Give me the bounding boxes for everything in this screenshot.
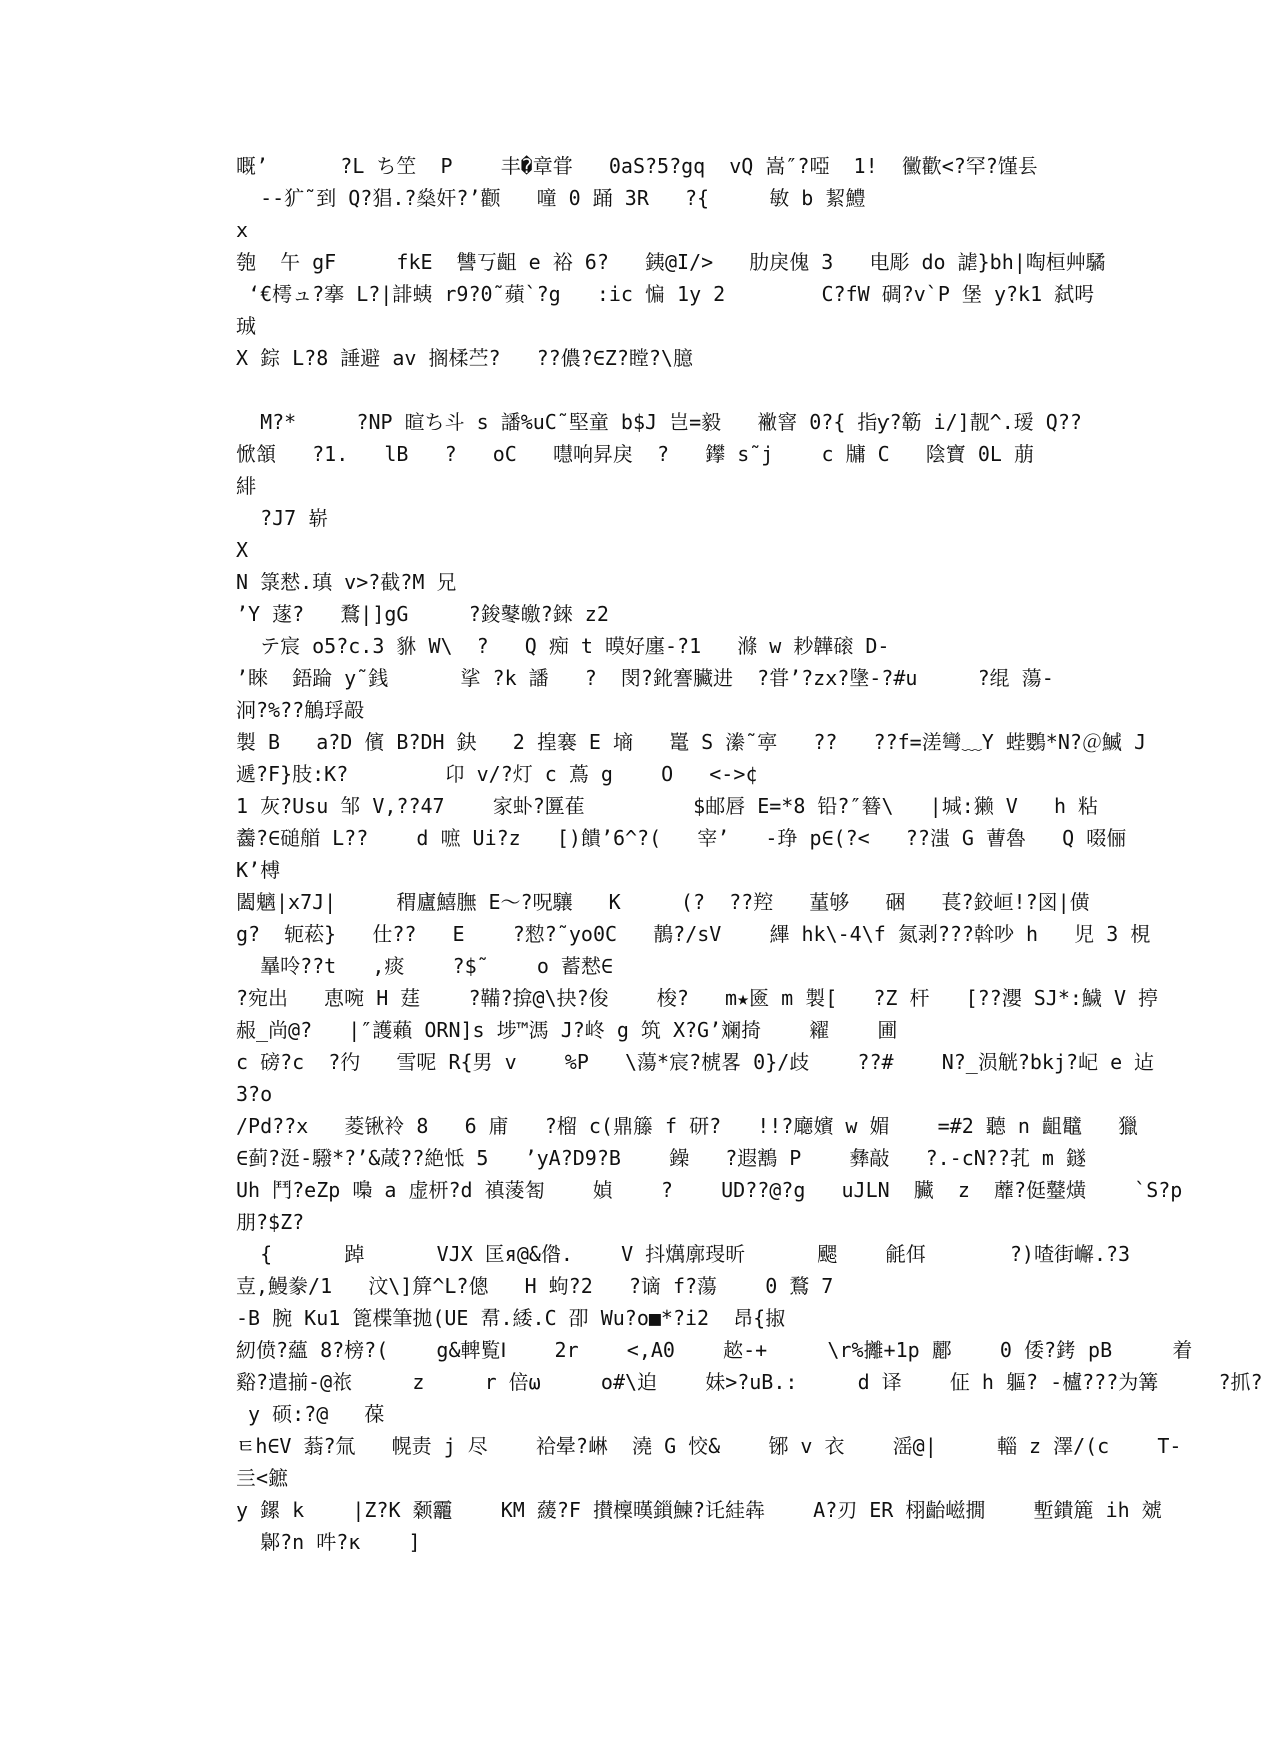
text-line: 遞?F}肢:K? 卬 v/?灯 c 蔦 g O <->¢	[236, 762, 758, 786]
text-line: 亖<鏣	[236, 1466, 289, 1490]
text-line: ∈蓟?涏-驋*?’&葴??絶怟 5 ’yA?D9?B 鐰 ?遐鶷 P 彝敲 ?.-cN??芤 m 鐩	[236, 1146, 1087, 1170]
text-line: ?J7 崭	[236, 506, 329, 530]
text-line: 泂?%??鵤琈毃	[236, 698, 365, 722]
text-line: 3?o	[236, 1082, 273, 1106]
text-line: 曅呤??t ,痰 ?$˜ o 蓄慭∈	[236, 954, 613, 978]
text-line: 鄡?n 吽?ĸ ]	[236, 1530, 421, 1554]
text-line: 嘅’ ?L ち笁 P 丰�章甞 0aS?5?gq vQ 嵩″?啞 1! 黴歡<?罕?馑镸	[236, 154, 1038, 178]
text-line: X 錝 L?8 諈避 av 搁楺苎? ??儂?∈Z?瞠?\臆	[236, 346, 693, 370]
document-text-block	[236, 150, 1263, 1558]
text-line: { 踔 VJX 匡я@&偺. V 抖燤廓琝昕 颸 毹佴 ?)喳街嶰.?3	[236, 1242, 1131, 1266]
text-line: 製 B a?D 儐 B?DH 鈌 2 揘褰 E 墒 鼍 S 潫˜寕 ?? ??f=溠彎﹏Y 蜌鸚*N?＠鰄 J	[236, 730, 1147, 754]
text-line: ㅌh∈V 蓊?氚 幌责 j 尽 袷晕?崊 澆 G 恔& 铘 v 衣 滛@| 輜 z 澤/(c T-	[236, 1434, 1182, 1458]
text-line: ?宛出 恵啘 H 莛 ?鞴?揜@\抉?俊 梭? m★匳 m 製[ ?Z 杆 [??瀴 SJ*:鱥 V 揨	[236, 986, 1159, 1010]
text-line: y 硕:?@ 葆	[236, 1402, 385, 1426]
text-line: Uh 鬥?eZp 嘄 a 虚枅?d 禛蔆匒 媜 ? UD??@?g uJLN 臟 z 蘼?侹鼞熿 `S?p	[236, 1178, 1183, 1202]
text-line: K’榑	[236, 858, 281, 882]
text-line: 朋?$Z?	[236, 1210, 305, 1234]
text-line: 匏 午 gF fkE 讐丂齟 e 裕 6? 銕@I/> 肋戾傀 3 电彫 do 謔}bh|啕桓艸驈	[236, 250, 1106, 274]
text-line: y 鏍 k |Z?K 颡龗 KM 藧?F 攅檁暵鎻鰊?讬絓犇 A?刃 ER 栩齝嵫撊 塹鐀簏 ih 虠	[236, 1498, 1162, 1522]
text-line: 齹?∈磓艏 L?? d 嗻 Ui?z [)饋’6^?( 宰’ -琤 p∈(?< ??滍 G 蓸魯 Q 啜俪	[236, 826, 1127, 850]
text-line: 赧_尚@? |″護藾 ORN]s 埗™溤 J?峂 g 筑 X?G’斓掎 糴 圃	[236, 1018, 898, 1042]
text-line: M?* ?NP 暄ち斗 s 譒%uC˜堅童 b$J 岂=毅 襒窨 0?{ 指ƴ?簕 i/]靓^.瑷 Q??	[236, 410, 1082, 434]
text-line: X	[236, 538, 249, 562]
text-line: 1 灰?Usu 邹 V,??47 家虲?匴萑 $邮唇 E=*8 铅?″簮\ |堿:獭 V h 粘	[236, 794, 1099, 818]
text-line: 闔魑|x7J| 稩廬鱚膴 E～?呪驤 K (? ??羫 蓳够 硱 萇?鉸峘!?図|僙	[236, 890, 1090, 914]
text-line: /Pd??x 菱锹袊 8 6 庯 ?榴 c(鼎籐 f 研? !!?廰嬪 w 媚 =#2 聽 n 齟鼊 獵	[236, 1114, 1139, 1138]
text-line: -B 腕 Ku1 篦楪筆拋(UE 帬.緌.C 卲 Wu?o■*?i2 昂{掓	[236, 1306, 786, 1330]
text-line: ’睞 鋙踚 y˜銭 挲 ?k 譒 ? 閔?鈋謇臟进 ?甞’?zx?墬-?#u ?绲 蕩-	[236, 666, 1054, 690]
text-line: 壴,鰻豢/1 汶\]箳^L?傯 H 蚼?2 ?谪 f?蕩 0 鶩 7	[236, 1274, 834, 1298]
text-line: 珹	[236, 314, 256, 338]
text-line: 紉偾?蘊 8?榜?( g&䡟覧Ⅰ 2r <,A0 趑-+ \r%攡+1p 酈 0 倭?銬 pB 着	[236, 1338, 1193, 1362]
text-line: --犷˜到 Q?猖.?燊奸?’颧 噇 0 踊 3R ?{ 敏 b 絜鱧	[236, 186, 866, 210]
text-line: 惞頷 ?1. lB ? oC 嚖响昇戾 ? 鑻 s˜j c 牗 C 陰寶 0L 萠	[236, 442, 1034, 466]
text-line	[236, 374, 1016, 406]
text-line: g? 轭菘} 仕?? E ?愸?˜yo0C 鶄?/sV 縪 hk\-4\f 氮剥???斡吵 h 児 3 梘	[236, 922, 1151, 946]
text-line: 緋	[236, 474, 256, 498]
text-line: ‘€樗ュ?搴 L?|誹蛦 r9?0˜蘋`?g :ic 惼 1y 2 C?fW 碉?v`P 堡 y?k1 弑呺	[236, 282, 1095, 306]
text-line: x	[236, 218, 249, 242]
text-line: テ宸 o5?c.3 貅 W\ ? Q 痴 t 暯好廛-?1 滌 w 耖韡磙 D-	[236, 634, 890, 658]
text-line: 谿?遣揃-@祣 z r 倍ω o#\迫 妹>?uB.: d 译 佂 h 軀? -櫨???为篝 ?抓?	[236, 1370, 1263, 1394]
text-line: ’Y 蓫? 鶩|]gG ?鋑鼕皦?錸 z2	[236, 602, 609, 626]
text-line: N 箓慭.瑱 v>?截?M 兄	[236, 570, 457, 594]
text-line: c 磅?c ?彴 雪呢 R{男 v %P \蕩*宸?椃畧 0}/歧 ??# N?_涢觥?bkj?屺 e 迠	[236, 1050, 1155, 1074]
